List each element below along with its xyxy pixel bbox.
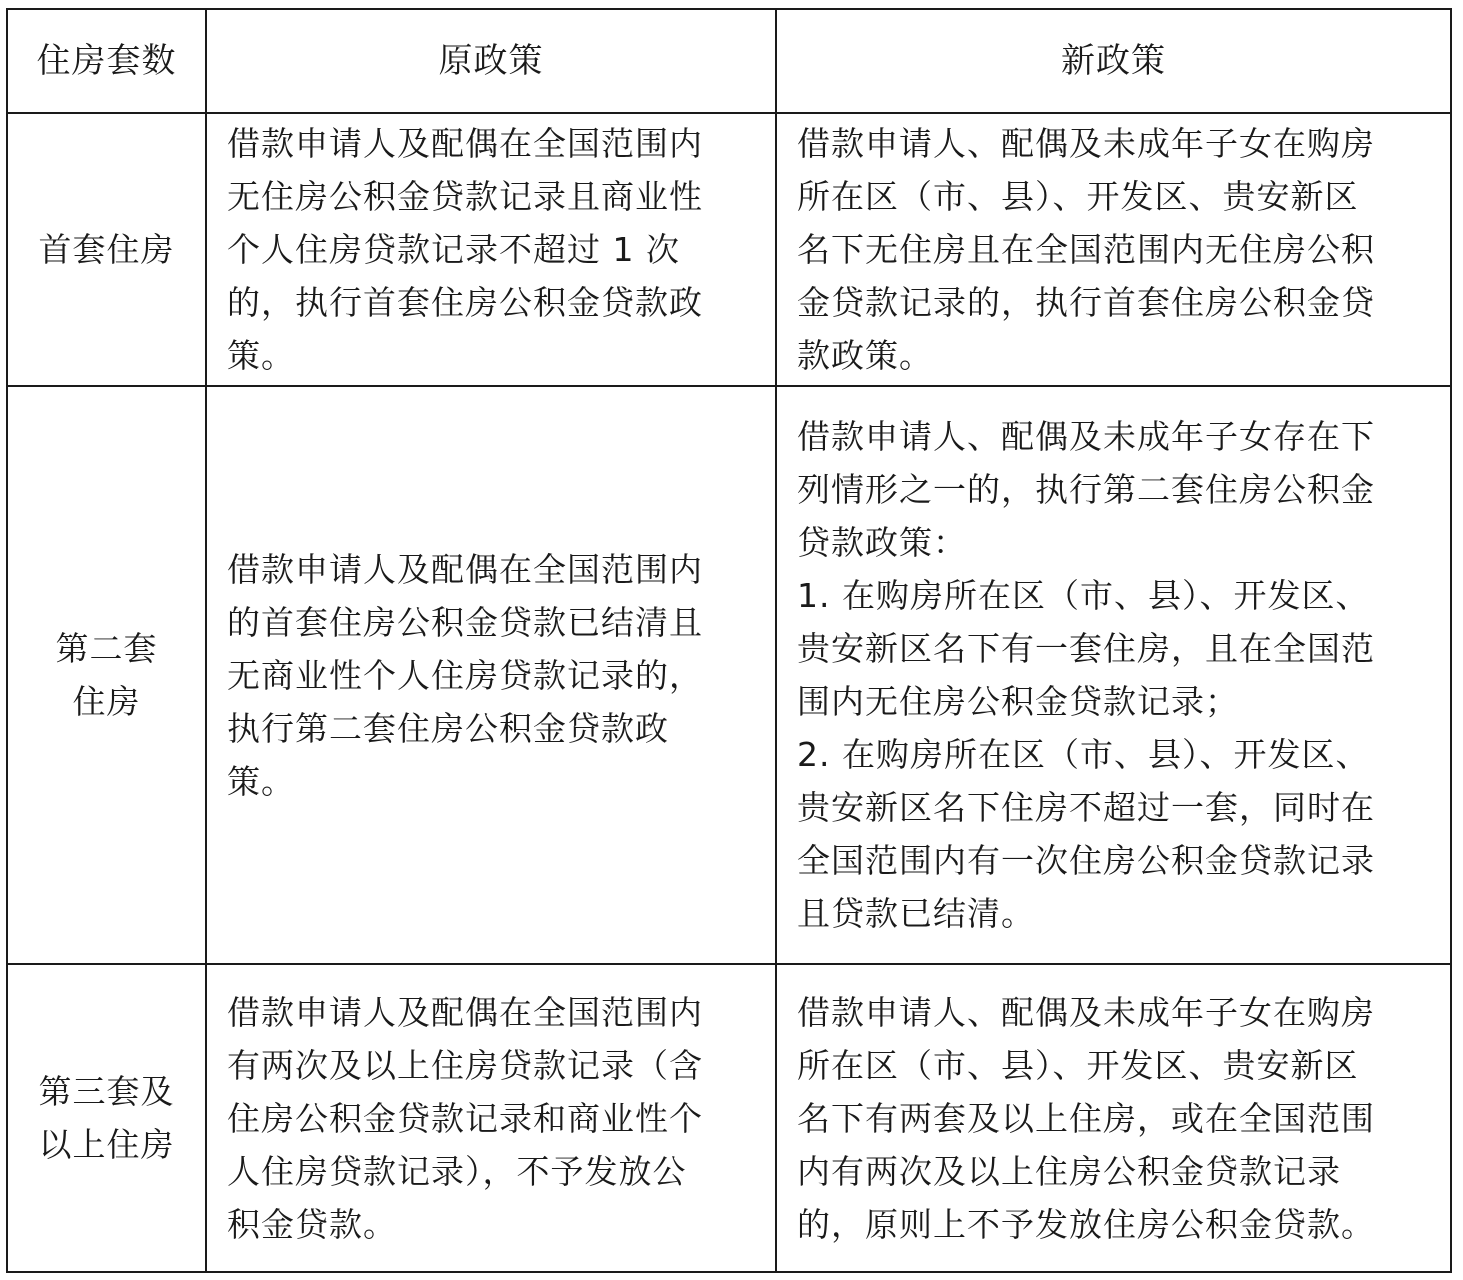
- text-line: 所在区（市、县）、开发区、贵安新区: [797, 1045, 1359, 1085]
- old-policy-cell: [207, 965, 777, 1271]
- category-label: [48, 622, 166, 728]
- category-cell: [8, 965, 207, 1271]
- old-policy-text: [227, 117, 703, 382]
- category-cell: [8, 387, 207, 963]
- text-line: 贷款政策：: [797, 523, 967, 562]
- new-policy-text: [797, 410, 1375, 940]
- table-header-row: [8, 10, 1450, 114]
- text-line: 积金贷款。: [227, 1204, 397, 1244]
- old-policy-cell: [207, 387, 777, 963]
- text-line: 有两次及以上住房贷款记录（含: [227, 1045, 703, 1085]
- text-line: 的，执行首套住房公积金贷款政: [227, 283, 703, 322]
- old-policy-text: [227, 986, 703, 1251]
- new-policy-text: [797, 117, 1375, 382]
- table-row: [8, 387, 1450, 965]
- text-line: 名下有两套及以上住房，或在全国范围: [797, 1098, 1375, 1138]
- new-policy-cell: [777, 965, 1450, 1271]
- header-label: 原政策: [438, 40, 544, 81]
- text-line: 无商业性个人住房贷款记录的，: [227, 655, 703, 695]
- text-line: 且贷款已结清。: [797, 894, 1035, 933]
- policy-comparison-table: [6, 8, 1452, 1273]
- header-label: 新政策: [1061, 40, 1166, 81]
- text-line: 围内无住房公积金贷款记录；: [797, 682, 1239, 721]
- text-line: 金贷款记录的，执行首套住房公积金贷: [797, 283, 1375, 322]
- old-policy-text: [227, 543, 703, 808]
- text-line: 所在区（市、县）、开发区、贵安新区: [797, 177, 1359, 216]
- text-line: 借款申请人及配偶在全国范围内: [227, 992, 703, 1032]
- text-line: 首套住房: [38, 230, 175, 269]
- text-line: 个人住房贷款记录不超过 1 次: [227, 230, 680, 269]
- text-line: 执行第二套住房公积金贷款政: [227, 708, 669, 748]
- text-line: 借款申请人、配偶及未成年子女在购房: [797, 992, 1375, 1032]
- text-line: 贵安新区名下有一套住房，且在全国范: [797, 629, 1375, 668]
- text-line: 策。: [227, 761, 295, 801]
- text-line: 全国范围内有一次住房公积金贷款记录: [797, 841, 1375, 880]
- text-line: 的，原则上不予发放住房公积金贷款。: [797, 1204, 1375, 1244]
- text-line: 借款申请人、配偶及未成年子女在购房: [797, 124, 1375, 163]
- text-line: 内有两次及以上住房公积金贷款记录: [797, 1151, 1341, 1191]
- category-label: [31, 1065, 183, 1171]
- text-line: 以上住房: [38, 1125, 175, 1164]
- text-line: 无住房公积金贷款记录且商业性: [227, 177, 703, 216]
- new-policy-text: [797, 986, 1375, 1251]
- header-new-policy: [777, 10, 1450, 112]
- new-policy-cell: [777, 387, 1450, 963]
- text-line: 列情形之一的，执行第二套住房公积金: [797, 470, 1375, 509]
- text-line: 的首套住房公积金贷款已结清且: [227, 602, 703, 642]
- text-line: 策。: [227, 336, 295, 375]
- text-line: 第三套及: [38, 1072, 175, 1111]
- text-line: 借款申请人、配偶及未成年子女存在下: [797, 417, 1375, 456]
- category-cell: [8, 114, 207, 385]
- header-label: 住房套数: [36, 40, 177, 81]
- header-housing-count: [8, 10, 207, 112]
- text-line: 住房公积金贷款记录和商业性个: [227, 1098, 703, 1138]
- table-row: [8, 965, 1450, 1271]
- text-line: 款政策。: [797, 336, 933, 375]
- text-line: 住房: [72, 682, 141, 721]
- table-row: [8, 114, 1450, 387]
- text-line: 借款申请人及配偶在全国范围内: [227, 549, 703, 589]
- text-line: 第二套: [55, 629, 158, 668]
- new-policy-cell: [777, 114, 1450, 385]
- text-line: 1. 在购房所在区（市、县）、开发区、: [797, 576, 1370, 615]
- text-line: 贵安新区名下住房不超过一套，同时在: [797, 788, 1375, 827]
- header-old-policy: [207, 10, 777, 112]
- text-line: 2. 在购房所在区（市、县）、开发区、: [797, 735, 1370, 774]
- text-line: 借款申请人及配偶在全国范围内: [227, 124, 703, 163]
- text-line: 人住房贷款记录），不予发放公: [227, 1151, 687, 1191]
- text-line: 名下无住房且在全国范围内无住房公积: [797, 230, 1375, 269]
- category-label: [31, 223, 183, 276]
- old-policy-cell: [207, 114, 777, 385]
